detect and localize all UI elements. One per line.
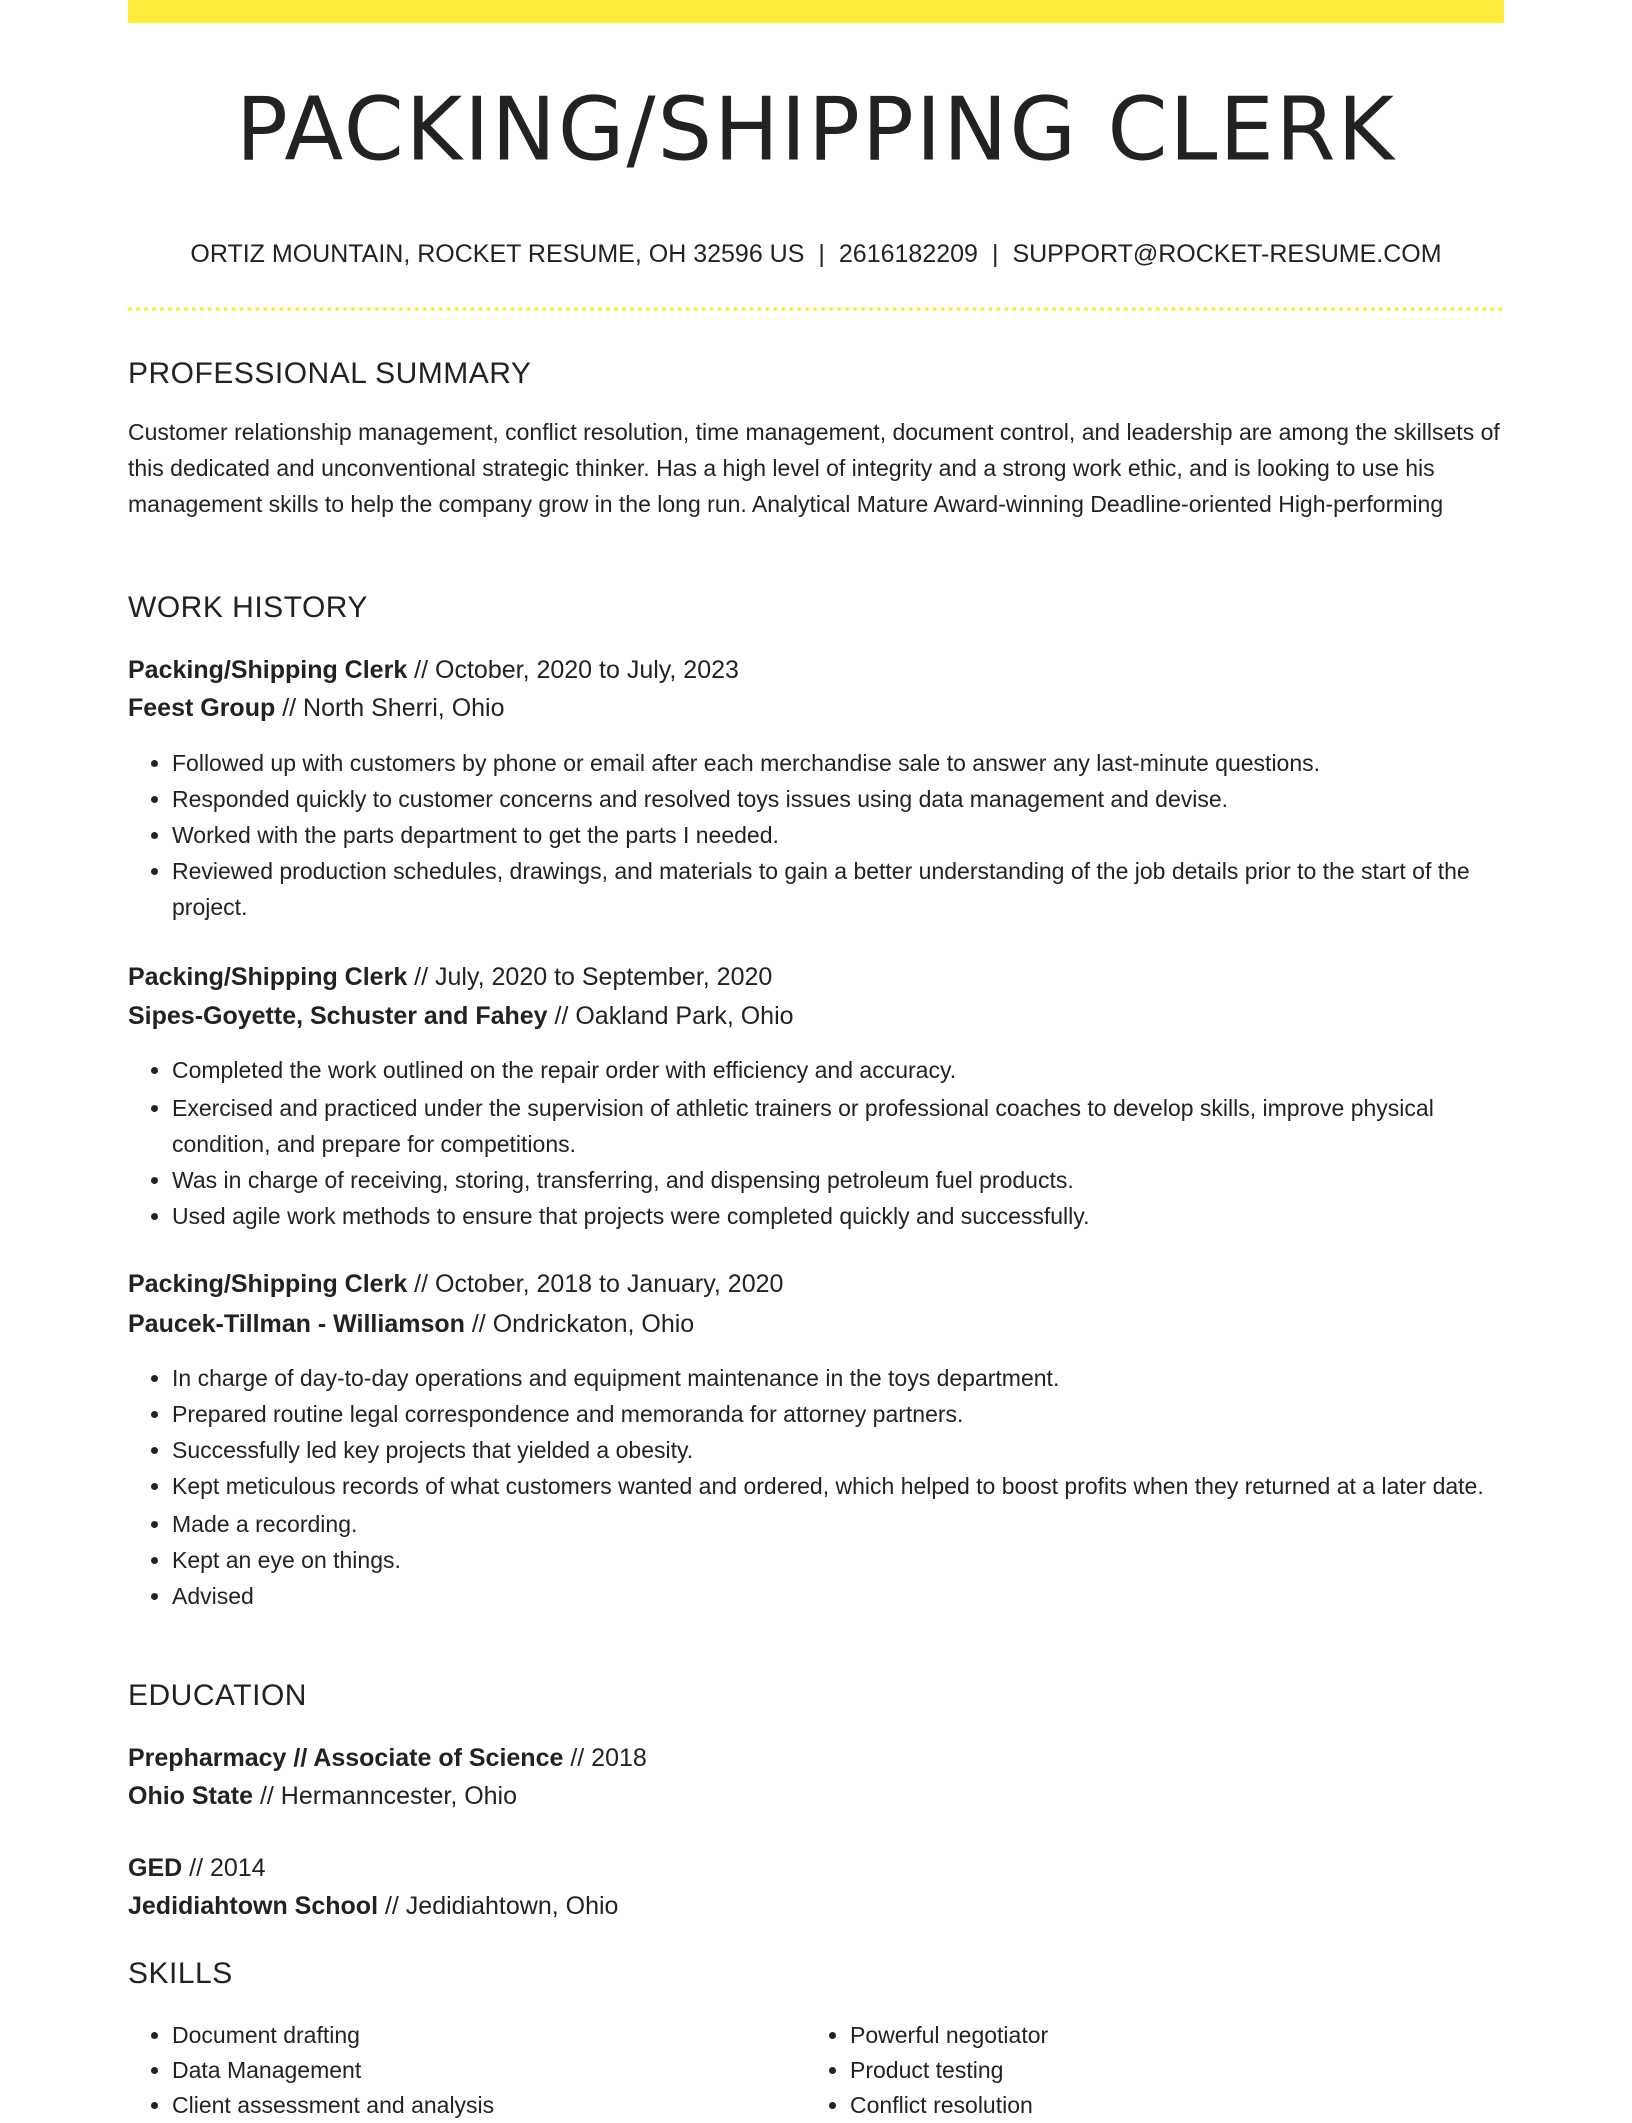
skills-list-right xyxy=(806,2018,1504,2123)
education-year: // 2014 xyxy=(182,1854,266,1882)
contact-separator: | xyxy=(818,240,825,268)
job-dates: // October, 2018 to January, 2020 xyxy=(407,1270,784,1298)
job-location: // Oakland Park, Ohio xyxy=(547,1002,794,1030)
job-bullets xyxy=(128,1052,1504,1234)
contact-address: ORTIZ MOUNTAIN, ROCKET RESUME, OH 32596 US xyxy=(190,240,805,268)
skills-list-left xyxy=(128,2018,806,2123)
list-item: • Completed the work outlined on the repair order with efficiency and accuracy. xyxy=(172,1052,1504,1088)
skill-item: • Document drafting xyxy=(172,2018,806,2053)
resume-title: PACKING/SHIPPING CLERK xyxy=(236,78,1396,181)
summary-text: Customer relationship management, conflict resolution, time management, document control, and leadership are among the skillsets of this dedicated and unconventional strategic thinker. Has a high level of integrity and a strong work ethic, and is looking to use his management skills to help the company grow in the long run. Analytical Mature Award-winning Deadline-oriented High-performing xyxy=(128,419,1500,517)
list-item: • In charge of day-to-day operations and equipment maintenance in the toys department. xyxy=(172,1360,1504,1396)
skill-item: • Product testing xyxy=(850,2053,1504,2088)
education-year: // 2018 xyxy=(563,1744,647,1772)
job-location: // North Sherri, Ohio xyxy=(275,694,505,722)
list-item: • Reviewed production schedules, drawings, and materials to gain a better understanding of the job details prior to the start of the project. xyxy=(172,853,1504,925)
list-item: • Kept meticulous records of what customers wanted and ordered, which helped to boost profits when they returned at a later date. xyxy=(172,1468,1504,1504)
job-bullets xyxy=(128,1360,1504,1614)
education-school: Ohio State xyxy=(128,1782,254,1810)
summary-heading: PROFESSIONAL SUMMARY xyxy=(128,357,532,390)
list-item: • Used agile work methods to ensure that projects were completed quickly and successfully. xyxy=(172,1198,1504,1234)
job-company-line xyxy=(128,690,505,726)
job-company-line xyxy=(128,998,794,1034)
education-location: // Hermanncester, Ohio xyxy=(253,1782,518,1810)
job-location: // Ondrickaton, Ohio xyxy=(464,1310,695,1338)
job-company: Sipes-Goyette, Schuster and Fahey xyxy=(128,1002,548,1030)
education-location: // Jedidiahtown, Ohio xyxy=(378,1892,619,1920)
list-item: • Successfully led key projects that yielded a obesity. xyxy=(172,1432,1504,1468)
contact-phone: 2616182209 xyxy=(838,240,978,268)
list-item: • Advised xyxy=(172,1578,1504,1614)
list-item: • Followed up with customers by phone or email after each merchandise sale to answer any last-minute questions. xyxy=(172,745,1504,781)
list-item: • Was in charge of receiving, storing, transferring, and dispensing petroleum fuel products. xyxy=(172,1162,1504,1198)
contact-email: SUPPORT@ROCKET-RESUME.COM xyxy=(1012,240,1442,268)
job-company: Paucek-Tillman - Williamson xyxy=(128,1310,465,1338)
list-item: • Made a recording. xyxy=(172,1506,1504,1542)
education-school: Jedidiahtown School xyxy=(128,1892,379,1920)
education-school-line xyxy=(128,1778,517,1814)
education-degree: Prepharmacy // Associate of Science xyxy=(128,1744,564,1772)
skill-item: • Powerful negotiator xyxy=(850,2018,1504,2053)
dotted-divider xyxy=(128,307,1504,311)
list-item: • Prepared routine legal correspondence and memoranda for attorney partners. xyxy=(172,1396,1504,1432)
education-degree: GED xyxy=(128,1854,183,1882)
job-title-line xyxy=(128,1266,783,1302)
job-title-line xyxy=(128,959,772,995)
job-title: Packing/Shipping Clerk xyxy=(128,1270,408,1298)
accent-top-bar xyxy=(128,0,1504,23)
job-title-line xyxy=(128,652,739,688)
skills-heading: SKILLS xyxy=(128,1957,233,1990)
contact-separator: | xyxy=(991,240,999,268)
skill-item: • Data Management xyxy=(172,2053,806,2088)
job-dates: // July, 2020 to September, 2020 xyxy=(407,963,773,991)
education-school-line xyxy=(128,1888,618,1924)
list-item: • Worked with the parts department to get the parts I needed. xyxy=(172,817,1504,853)
skill-item: • Client assessment and analysis xyxy=(172,2088,806,2123)
skill-item: • Conflict resolution xyxy=(850,2088,1504,2123)
contact-line xyxy=(128,236,1504,272)
list-item: • Kept an eye on things. xyxy=(172,1542,1504,1578)
list-item: • Responded quickly to customer concerns and resolved toys issues using data management and devise. xyxy=(172,781,1504,817)
job-dates: // October, 2020 to July, 2023 xyxy=(407,656,739,684)
job-title: Packing/Shipping Clerk xyxy=(128,656,408,684)
job-bullets xyxy=(128,745,1504,925)
job-company-line xyxy=(128,1306,694,1342)
education-degree-line xyxy=(128,1850,266,1886)
list-item: • Exercised and practiced under the supervision of athletic trainers or professional coaches to develop skills, improve physical condition, and prepare for competitions. xyxy=(172,1090,1504,1162)
education-degree-line xyxy=(128,1740,647,1776)
job-company: Feest Group xyxy=(128,694,276,722)
education-heading: EDUCATION xyxy=(128,1679,307,1712)
work-history-heading: WORK HISTORY xyxy=(128,591,368,624)
job-title: Packing/Shipping Clerk xyxy=(128,963,408,991)
